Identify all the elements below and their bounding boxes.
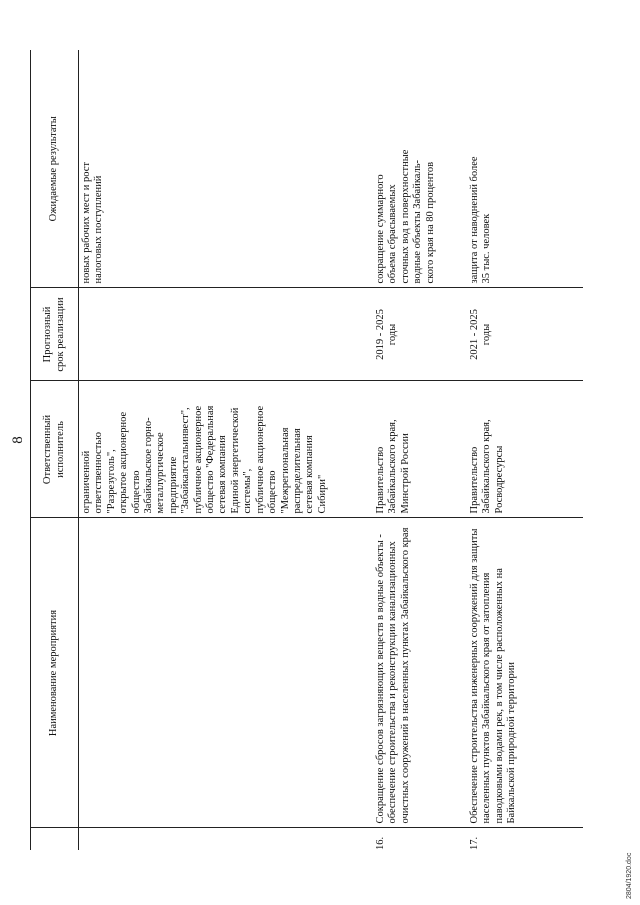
- cell-executor: Правительство Забайкальского края, Минстрой России: [369, 381, 463, 518]
- cell-term: 2019 - 2025 годы: [369, 288, 463, 381]
- cell-name: Сокращение сбросов загрязняющих веществ в водные объекты - обеспечение строительства и реконструкции канализационных очистных сооружений в населенных пунктах Забайкальского края: [369, 518, 463, 828]
- cell-name: Обеспечение строительства инженерных сооружений для защиты населенных пунктов Забайкальского края от затопления паводковыми водами рек, в том числе расположенных на Байкальской природной территории: [463, 518, 583, 828]
- cell-term: [79, 288, 370, 381]
- cell-results: сокращение суммарного объема сбрасываемых сточных вод в поверхностные водные объекты Забайкаль- ского края на 80 процентов: [369, 50, 463, 288]
- table-row-16: [369, 50, 463, 850]
- header-number: [31, 828, 79, 850]
- cell-number: 17.: [469, 836, 480, 850]
- header-executor: Ответственный исполнитель: [31, 381, 79, 518]
- header-term: Прогнозный срок реализации: [31, 288, 79, 381]
- header-name: Наименование мероприятия: [31, 518, 79, 828]
- table-header-row: [31, 50, 79, 850]
- table-row-17: [463, 50, 583, 850]
- header-results: Ожидаемые результаты: [31, 50, 79, 288]
- document-footer: 2804/1920.doc: [626, 852, 633, 899]
- cell-number: [79, 828, 370, 850]
- cell-name: [79, 518, 370, 828]
- cell-executor: Правительство Забайкальского края, Росводресурсы: [463, 381, 583, 518]
- page-number: 8: [10, 436, 26, 444]
- cell-term: 2021 - 2025 годы: [463, 288, 583, 381]
- measures-table: [30, 50, 583, 850]
- cell-results: защита от наводнений более 35 тыс. человек: [463, 50, 583, 288]
- cell-number: 16.: [375, 836, 386, 850]
- cell-executor: ограниченной ответственностью "Разрезуголь", открытое акционерное общество Забайкальское горно- металлургическое предприятие "Забайкалстальинвест", публичное акционерное общество "Федеральная сетевая компания Единой энергетической системы", публичное акционерное общество "Межрегиональная распределительная сетевая компания Сибири": [79, 381, 370, 518]
- table-row-continuation: [79, 50, 370, 850]
- cell-results: новых рабочих мест и рост налоговых поступлений: [79, 50, 370, 288]
